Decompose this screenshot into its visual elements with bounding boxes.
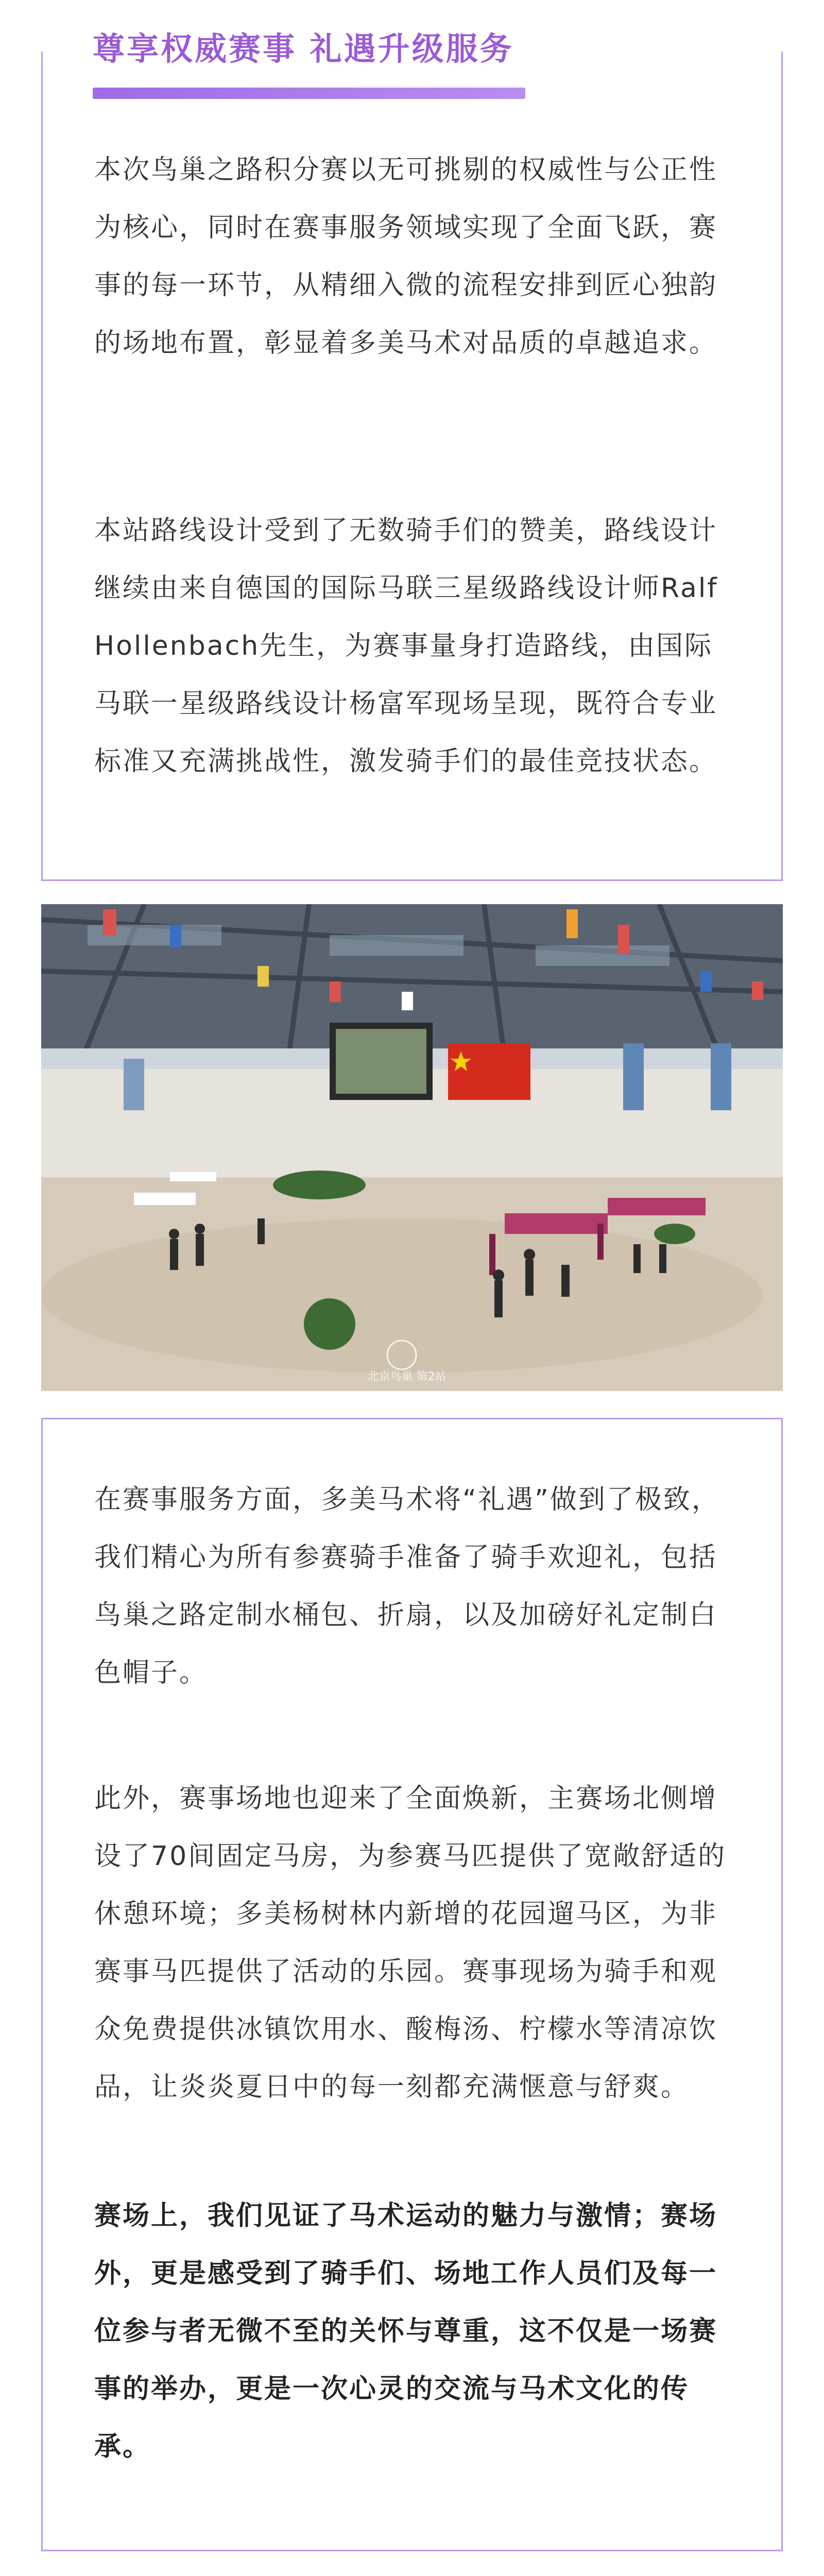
arena-photo: [41, 904, 783, 1391]
service-paragraph-2: 此外，赛事场地也迎来了全面焕新，主赛场北侧增设了70间固定马房，为参赛马匹提供了宽敞舒适的休憩环境；多美杨树林内新增的花园遛马区，为非赛事马匹提供了活动的乐园。赛事现场为骑手和观众免费提供冰镇饮用水、酸梅汤、柠檬水等清凉饮品，让炎炎夏日中的每一刻都充满惬意与舒爽。: [94, 1783, 727, 2103]
service-text-box: [41, 1418, 783, 2551]
intro-paragraph-1: 本次鸟巢之路积分赛以无可挑剔的权威性与公正性为核心，同时在赛事服务领域实现了全面飞跃，赛事的每一环节，从精细入微的流程安排到匠心独韵的场地布置，彰显着多美马术对品质的卓越追求。: [94, 155, 718, 359]
section-title: 尊享权威赛事 礼遇升级服务: [93, 30, 514, 67]
intro-paragraph-2: 本站路线设计受到了无数骑手们的赞美，路线设计继续由来自德国的国际马联三星级路线设计师Ralf Hollenbach先生，为赛事量身打造路线，由国际马联一星级路线设计杨富军现场呈现，既符合专业标准又充满挑战性，激发骑手们的最佳竞技状态。: [94, 515, 718, 777]
intro-text-box: [41, 52, 783, 881]
service-paragraph-3: 赛场上，我们见证了马术运动的魅力与激情；赛场外，更是感受到了骑手们、场地工作人员们及每一位参与者无微不至的关怀与尊重，这不仅是一场赛事的举办，更是一次心灵的交流与马术文化的传承。: [94, 2200, 718, 2462]
service-paragraph-1: 在赛事服务方面，多美马术将“礼遇”做到了极致，我们精心为所有参赛骑手准备了骑手欢迎礼，包括鸟巢之路定制水桶包、折扇，以及加磅好礼定制白色帽子。: [94, 1484, 720, 1688]
photo-watermark: 北京鸟巢 第2站: [367, 1370, 447, 1383]
